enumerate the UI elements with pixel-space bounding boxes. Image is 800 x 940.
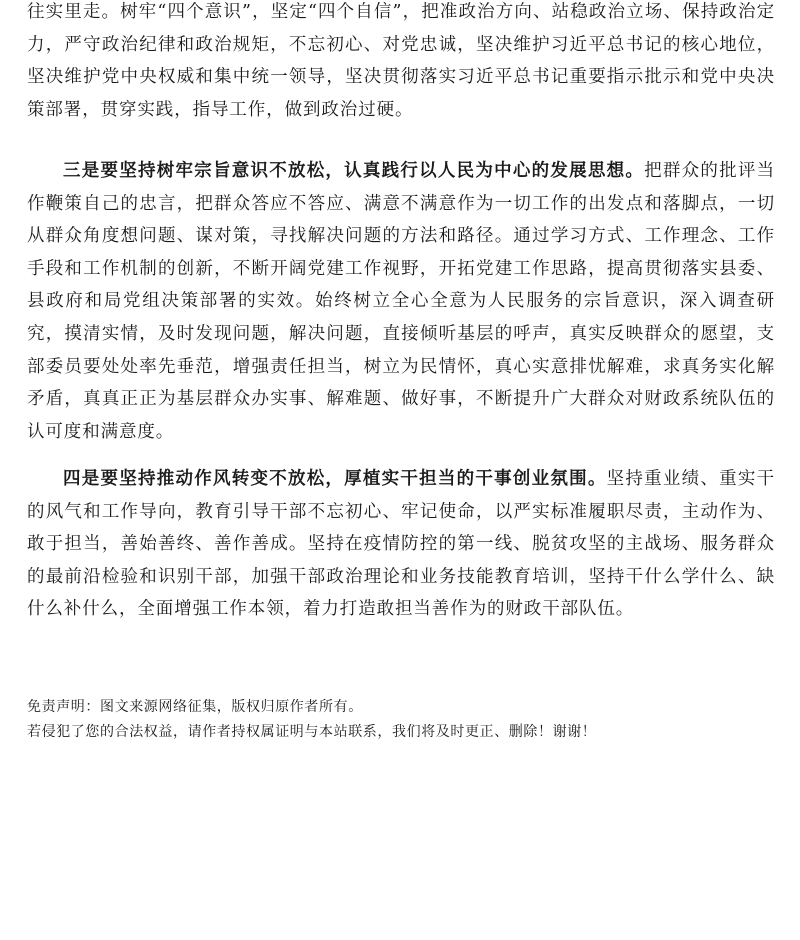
paragraph-lead-heading: 四是要坚持推动作风转变不放松，厚植实干担当的干事创业氛围。	[63, 469, 607, 489]
paragraph-text: 坚持重业绩、重实干的风气和工作导向，教育引导干部不忘初心、牢记使命，以严实标准履职尽责，主动作为、敢于担当，善始善终、善作善成。坚持在疫情防控的第一线、脱贫攻坚的主战场、服务群众的最前沿检验和识别干部，加强干部政治理论和业务技能教育培训，坚持干什么学什么、缺什么补什么，全面增强工作本领，着力打造敢担当善作为的财政干部队伍。	[27, 469, 775, 620]
paragraph-continuation	[27, 0, 775, 126]
paragraph-text: 往实里走。树牢“四个意识”，坚定“四个自信”，把准政治方向、站稳政治立场、保持政治定力，严守政治纪律和政治规矩，不忘初心、对党忠诚，坚决维护习近平总书记的核心地位，坚决维护党中央权威和集中统一领导，坚决贯彻落实习近平总书记重要指示批示和党中央决策部署，贯穿实践，指导工作，做到政治过硬。	[27, 2, 775, 120]
disclaimer-line: 免责声明：图文来源网络征集，版权归原作者所有。	[27, 699, 363, 715]
paragraph-lead-heading: 三是要坚持树牢宗旨意识不放松，认真践行以人民为中心的发展思想。	[63, 161, 645, 181]
paragraph-point-four	[27, 463, 775, 626]
disclaimer-line: 若侵犯了您的合法权益，请作者持权属证明与本站联系，我们将及时更正、删除！谢谢！	[27, 724, 597, 740]
paragraph-point-three	[27, 155, 775, 448]
paragraph-text: 把群众的批评当作鞭策自己的忠言，把群众答应不答应、满意不满意作为一切工作的出发点和落脚点，一切从群众角度想问题、谋对策，寻找解决问题的方法和路径。通过学习方式、工作理念、工作手段和工作机制的创新，不断开阔党建工作视野，开拓党建工作思路，提高贯彻落实县委、县政府和局党组决策部署的实效。始终树立全心全意为人民服务的宗旨意识，深入调查研究，摸清实情，及时发现问题，解决问题，直接倾听基层的呼声，真实反映群众的愿望，支部委员要处处率先垂范，增强责任担当，树立为民情怀，真心实意排忧解难，求真务实化解矛盾，真真正正为基层群众办实事、解难题、做好事，不断提升广大群众对财政系统队伍的认可度和满意度。	[27, 161, 775, 442]
